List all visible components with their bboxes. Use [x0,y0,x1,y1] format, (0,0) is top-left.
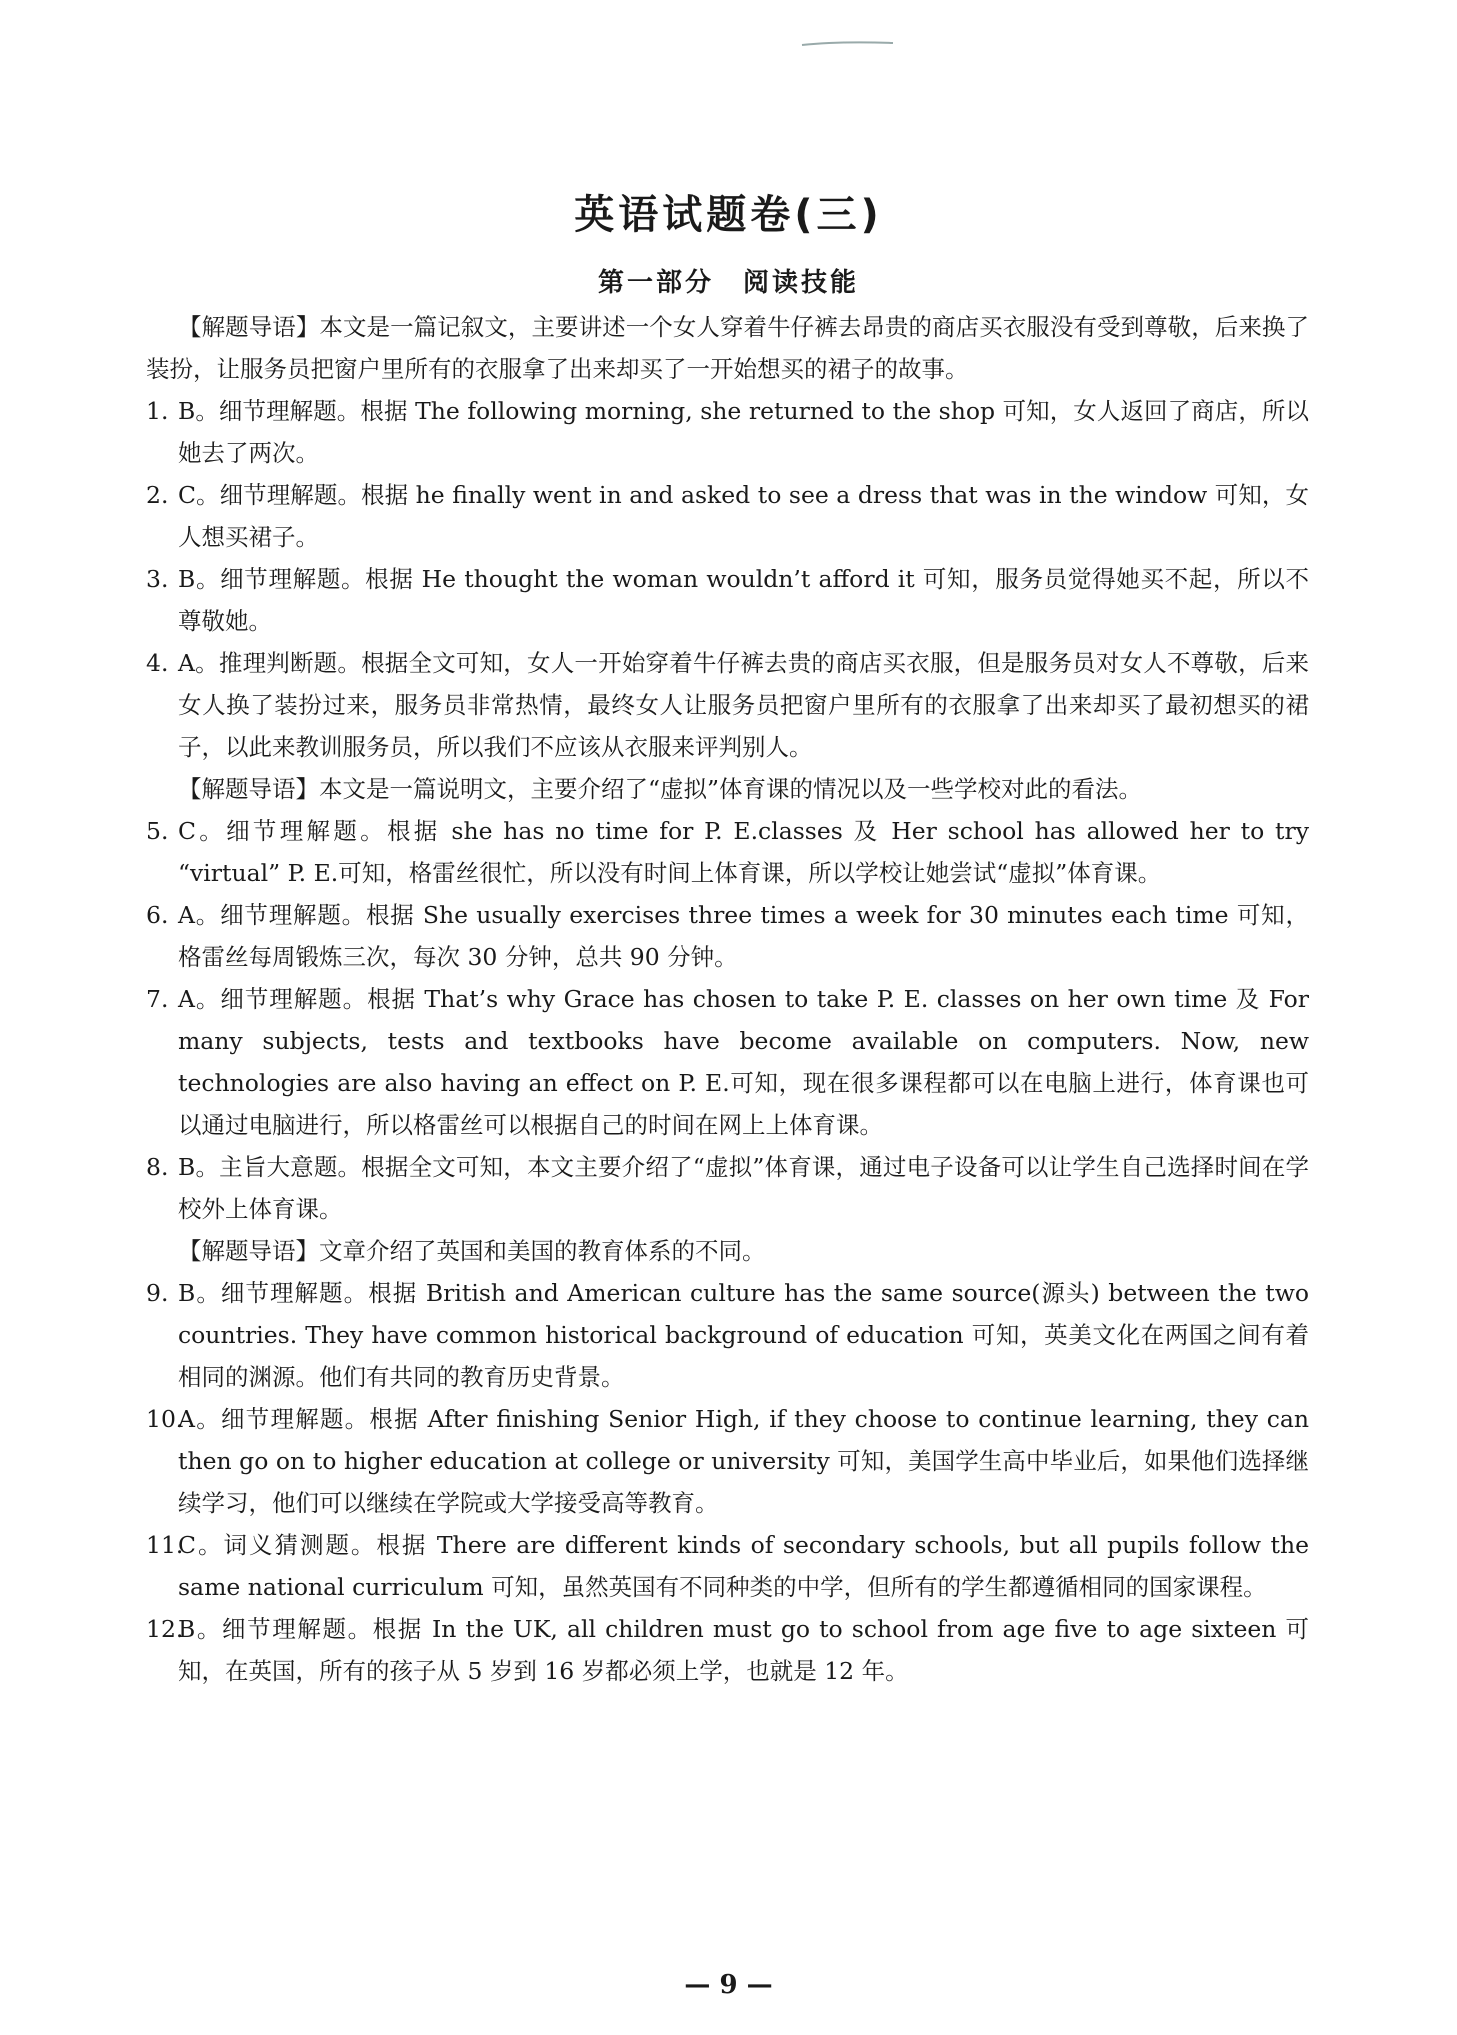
answer-text: B。细节理解题。根据 He thought the woman wouldn’t afford it 可知，服务员觉得她买不起，所以不尊敬她。 [178,565,1309,635]
answer-text: A。推理判断题。根据全文可知，女人一开始穿着牛仔裤去贵的商店买衣服，但是服务员对女人不尊敬，后来女人换了装扮过来，服务员非常热情，最终女人让服务员把窗户里所有的衣服拿了出来却买了最初想买的裙子，以此来教训服务员，所以我们不应该从衣服来评判别人。 [178,649,1309,761]
answer-item [0,810,1457,894]
answer-text: C。细节理解题。根据 he finally went in and asked to see a dress that was in the window 可知，女人想买裙子。 [178,481,1309,551]
answer-item [0,1608,1457,1692]
answer-text: B。主旨大意题。根据全文可知，本文主要介绍了“虚拟”体育课，通过电子设备可以让学生自己选择时间在学校外上体育课。 [178,1153,1309,1223]
answer-number: 12. [146,1615,184,1643]
answer-text: B。细节理解题。根据 In the UK, all children must go to school from age five to age sixteen 可知，在英国，所有的孩子从 5 岁到 16 岁都必须上学，也就是 12 年。 [178,1615,1309,1685]
scan-mark [800,40,895,48]
answer-text: B。细节理解题。根据 The following morning, she returned to the shop 可知，女人返回了商店，所以她去了两次。 [178,397,1309,467]
answer-number: 11. [146,1531,184,1559]
answer-item [0,894,1457,978]
page-title: 英语试题卷(三) [574,192,883,238]
answer-number: 4. [146,649,169,677]
answer-item [0,1398,1457,1524]
answer-item [0,1524,1457,1608]
answer-text: C。细节理解题。根据 she has no time for P. E.classes 及 Her school has allowed her to try “virtual” P. E.可知，格雷丝很忙，所以没有时间上体育课，所以学校让她尝试“虚拟”体育课。 [178,817,1309,887]
guide-paragraph: 【解题导语】本文是一篇说明文，主要介绍了“虚拟”体育课的情况以及一些学校对此的看法。 [178,775,1143,803]
answer-text: B。细节理解题。根据 British and American culture has the same source(源头) between the two countries. They have common historical background of education 可知，英美文化在两国之间有着相同的渊源。他们有共同的教育历史背景。 [178,1279,1309,1391]
page-number: — 9 — [684,1970,773,2000]
answer-number: 2. [146,481,169,509]
answer-item [0,1146,1457,1230]
answer-number: 7. [146,985,169,1013]
answer-number: 10. [146,1405,184,1433]
answer-number: 9. [146,1279,169,1307]
answer-number: 5. [146,817,169,845]
answer-text: A。细节理解题。根据 That’s why Grace has chosen to take P. E. classes on her own time 及 For many subjects, tests and textbooks have become available on computers. Now, new technologies are also having an effect on P. E.可知，现在很多课程都可以在电脑上进行，体育课也可以通过电脑进行，所以格雷丝可以根据自己的时间在网上上体育课。 [178,985,1309,1139]
answer-number: 6. [146,901,169,929]
answer-text: C。词义猜测题。根据 There are different kinds of secondary schools, but all pupils follow the same national curriculum 可知，虽然英国有不同种类的中学，但所有的学生都遵循相同的国家课程。 [178,1531,1309,1601]
guide-paragraph: 【解题导语】文章介绍了英国和美国的教育体系的不同。 [178,1237,766,1265]
answer-body [0,306,1457,1692]
section-heading: 第一部分 阅读技能 [597,268,859,298]
answer-item [0,978,1457,1146]
answer-number: 8. [146,1153,169,1181]
answer-number: 1. [146,397,169,425]
answer-item [0,474,1457,558]
answer-number: 3. [146,565,169,593]
answer-text: A。细节理解题。根据 She usually exercises three times a week for 30 minutes each time 可知，格雷丝每周锻炼三次，每次 30 分钟，总共 90 分钟。 [178,901,1309,971]
answer-item [0,390,1457,474]
answer-text: A。细节理解题。根据 After finishing Senior High, if they choose to continue learning, they can then go on to higher education at college or university 可知，美国学生高中毕业后，如果他们选择继续学习，他们可以继续在学院或大学接受高等教育。 [178,1405,1309,1517]
answer-item [0,642,1457,768]
guide-paragraph: 【解题导语】本文是一篇记叙文，主要讲述一个女人穿着牛仔裤去昂贵的商店买衣服没有受到尊敬，后来换了装扮，让服务员把窗户里所有的衣服拿了出来却买了一开始想买的裙子的故事。 [146,313,1309,383]
answer-item [0,558,1457,642]
answer-item [0,1272,1457,1398]
